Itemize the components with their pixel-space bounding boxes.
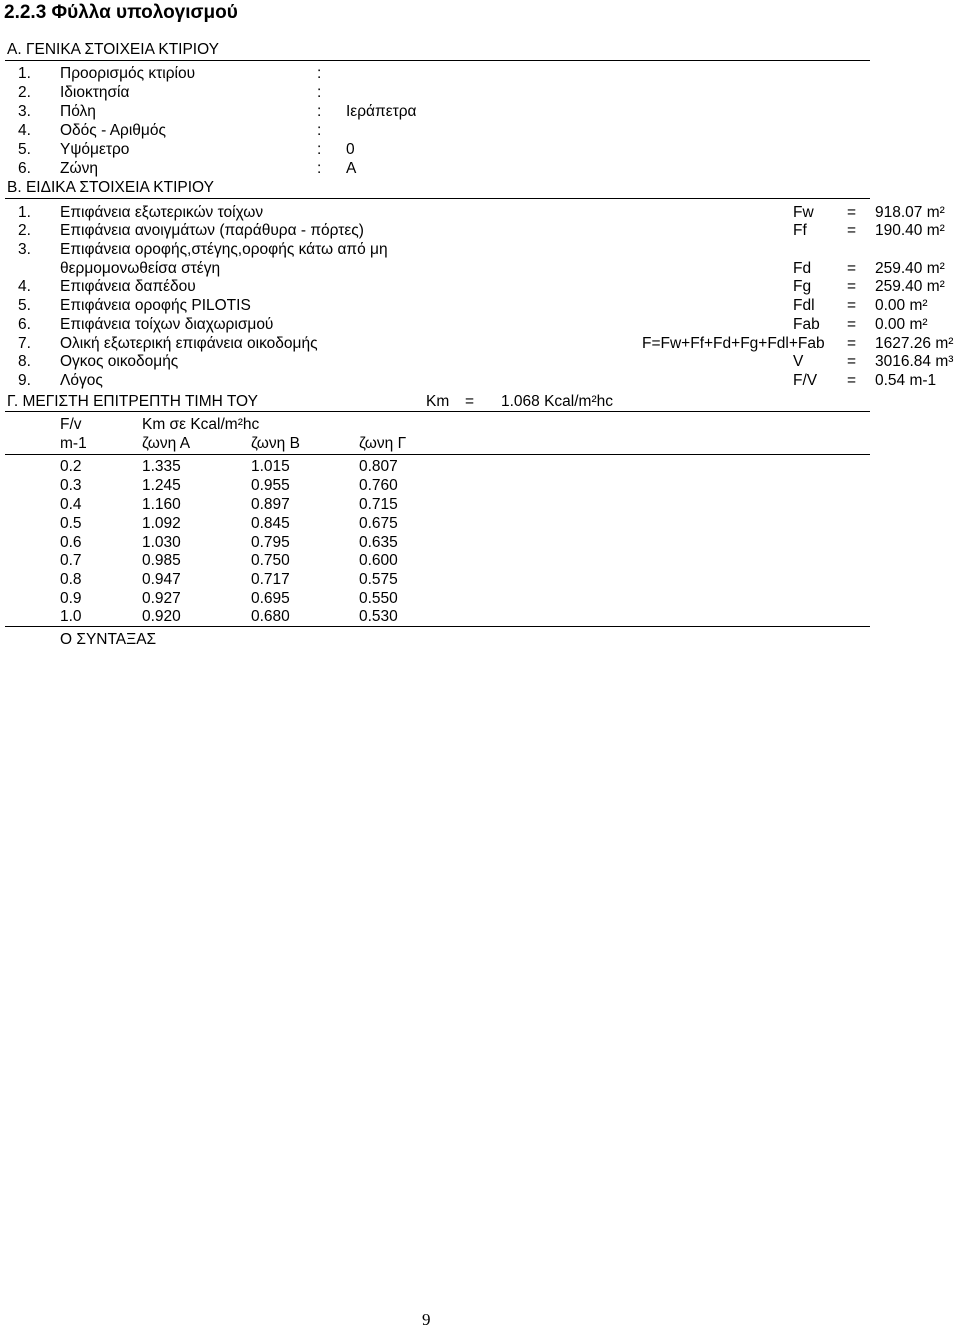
item-equals: = xyxy=(847,204,857,221)
table-cell: 1.092 xyxy=(142,515,181,532)
table-cell: 0.635 xyxy=(359,534,398,551)
table-cell: 0.5 xyxy=(60,515,82,532)
km-value: 1.068 Kcal/m²hc xyxy=(501,393,613,410)
table-cell: 0.4 xyxy=(60,496,82,513)
item-colon: : xyxy=(317,141,322,158)
item-number: 7. xyxy=(18,335,31,352)
item-number: 9. xyxy=(18,372,31,389)
table-cell: 1.0 xyxy=(60,608,82,625)
item-symbol: F=Fw+Ff+Fd+Fg+Fdl+Fab xyxy=(642,335,825,352)
table-cell: 0.575 xyxy=(359,571,398,588)
table-cell: 0.2 xyxy=(60,458,82,475)
item-number: 1. xyxy=(18,204,31,221)
table-cell: 0.947 xyxy=(142,571,181,588)
item-value: 3016.84 m³ xyxy=(875,353,954,370)
item-value: 918.07 m² xyxy=(875,204,945,221)
item-label: Επιφάνεια δαπέδου xyxy=(60,278,196,295)
item-label-continued: θερμομονωθείσα στέγη xyxy=(60,260,221,277)
item-symbol: Fdl xyxy=(793,297,815,314)
item-symbol: Fab xyxy=(793,316,820,333)
item-label: Ολική εξωτερική επιφάνεια οικοδομής xyxy=(60,335,318,352)
item-symbol: Ff xyxy=(793,222,807,239)
table-cell: 1.030 xyxy=(142,534,181,551)
page-heading: 2.2.3 Φύλλα υπολογισμού xyxy=(4,2,238,23)
column-header: ζωνη Α xyxy=(142,435,191,452)
table-cell: 0.715 xyxy=(359,496,398,513)
item-label: Υψόμετρο xyxy=(60,141,130,158)
table-cell: 0.920 xyxy=(142,608,181,625)
item-label: Επιφάνεια εξωτερικών τοίχων xyxy=(60,204,264,221)
item-value: 259.40 m² xyxy=(875,260,945,277)
table-cell: 0.795 xyxy=(251,534,290,551)
item-label: Επιφάνεια οροφής,στέγης,οροφής κάτω από μη xyxy=(60,241,388,258)
column-header: ζωνη Γ xyxy=(359,435,407,452)
table-cell: 1.335 xyxy=(142,458,181,475)
item-label: Ογκος οικοδομής xyxy=(60,353,179,370)
table-cell: 0.550 xyxy=(359,590,398,607)
column-header: Km σε Kcal/m²hc xyxy=(142,416,260,433)
table-cell: 0.3 xyxy=(60,477,82,494)
table-cell: 0.897 xyxy=(251,496,290,513)
item-colon: : xyxy=(317,122,322,139)
item-symbol: Fg xyxy=(793,278,812,295)
item-label: Επιφάνεια τοίχων διαχωρισμού xyxy=(60,316,274,333)
divider xyxy=(5,60,870,61)
item-number: 5. xyxy=(18,297,31,314)
table-cell: 0.680 xyxy=(251,608,290,625)
table-cell: 0.760 xyxy=(359,477,398,494)
item-value: 0.00 m² xyxy=(875,297,928,314)
section-a-title: Α. ΓΕΝΙΚΑ ΣΤΟΙΧΕΙΑ ΚΤΙΡΙΟΥ xyxy=(7,41,220,58)
item-colon: : xyxy=(317,84,322,101)
item-equals: = xyxy=(847,372,857,389)
table-cell: 0.600 xyxy=(359,552,398,569)
item-number: 8. xyxy=(18,353,31,370)
table-cell: 0.955 xyxy=(251,477,290,494)
item-value: 1627.26 m² xyxy=(875,335,954,352)
table-cell: 0.845 xyxy=(251,515,290,532)
divider xyxy=(5,454,870,455)
item-number: 6. xyxy=(18,160,31,177)
item-symbol: Fd xyxy=(793,260,812,277)
column-header: ζωνη Β xyxy=(251,435,300,452)
item-label: Επιφάνεια οροφής PILOTIS xyxy=(60,297,251,314)
item-number: 1. xyxy=(18,65,31,82)
item-value: 259.40 m² xyxy=(875,278,945,295)
item-number: 3. xyxy=(18,241,31,258)
item-symbol: F/V xyxy=(793,372,818,389)
item-label: Προορισμός κτιρίου xyxy=(60,65,196,82)
table-cell: 1.160 xyxy=(142,496,181,513)
item-colon: : xyxy=(317,65,322,82)
column-header: F/v xyxy=(60,416,82,433)
item-symbol: V xyxy=(793,353,804,370)
table-cell: 0.985 xyxy=(142,552,181,569)
item-label: Ιδιοκτησία xyxy=(60,84,130,101)
km-label: Km xyxy=(426,393,450,410)
item-value: 0.00 m² xyxy=(875,316,928,333)
item-number: 4. xyxy=(18,278,31,295)
signature-label: Ο ΣΥΝΤΑΞΑΣ xyxy=(60,631,157,648)
item-label: Οδός - Αριθμός xyxy=(60,122,166,139)
table-cell: 1.015 xyxy=(251,458,290,475)
km-equals: = xyxy=(465,393,475,410)
item-symbol: Fw xyxy=(793,204,814,221)
item-number: 2. xyxy=(18,222,31,239)
table-cell: 0.927 xyxy=(142,590,181,607)
item-value: 190.40 m² xyxy=(875,222,945,239)
table-cell: 0.750 xyxy=(251,552,290,569)
item-value: 0 xyxy=(346,141,355,158)
section-c-title: Γ. ΜΕΓΙΣΤΗ ΕΠΙΤΡΕΠΤΗ ΤΙΜΗ ΤΟΥ xyxy=(7,393,258,410)
item-label: Πόλη xyxy=(60,103,96,120)
item-number: 6. xyxy=(18,316,31,333)
table-cell: 0.8 xyxy=(60,571,82,588)
table-cell: 0.695 xyxy=(251,590,290,607)
table-cell: 1.245 xyxy=(142,477,181,494)
item-value: Ιεράπετρα xyxy=(346,103,417,120)
item-equals: = xyxy=(847,353,857,370)
item-equals: = xyxy=(847,260,857,277)
divider xyxy=(5,626,870,627)
table-cell: 0.6 xyxy=(60,534,82,551)
item-value: Α xyxy=(346,160,357,177)
item-equals: = xyxy=(847,278,857,295)
item-colon: : xyxy=(317,160,322,177)
item-colon: : xyxy=(317,103,322,120)
item-equals: = xyxy=(847,335,857,352)
table-cell: 0.717 xyxy=(251,571,290,588)
column-header: m-1 xyxy=(60,435,87,452)
item-label: Λόγος xyxy=(60,372,103,389)
item-label: Επιφάνεια ανοιγμάτων (παράθυρα - πόρτες) xyxy=(60,222,364,239)
page-number: 9 xyxy=(422,1310,431,1329)
item-label: Ζώνη xyxy=(60,160,98,177)
item-number: 5. xyxy=(18,141,31,158)
item-number: 2. xyxy=(18,84,31,101)
item-value: 0.54 m-1 xyxy=(875,372,937,389)
item-equals: = xyxy=(847,316,857,333)
table-cell: 0.7 xyxy=(60,552,82,569)
section-b-title: Β. ΕΙΔΙΚΑ ΣΤΟΙΧΕΙΑ ΚΤΙΡΙΟΥ xyxy=(7,179,214,196)
table-cell: 0.675 xyxy=(359,515,398,532)
divider xyxy=(5,411,870,412)
table-cell: 0.530 xyxy=(359,608,398,625)
table-cell: 0.807 xyxy=(359,458,398,475)
item-number: 3. xyxy=(18,103,31,120)
item-number: 4. xyxy=(18,122,31,139)
table-cell: 0.9 xyxy=(60,590,82,607)
divider xyxy=(5,198,870,199)
item-equals: = xyxy=(847,222,857,239)
item-equals: = xyxy=(847,297,857,314)
